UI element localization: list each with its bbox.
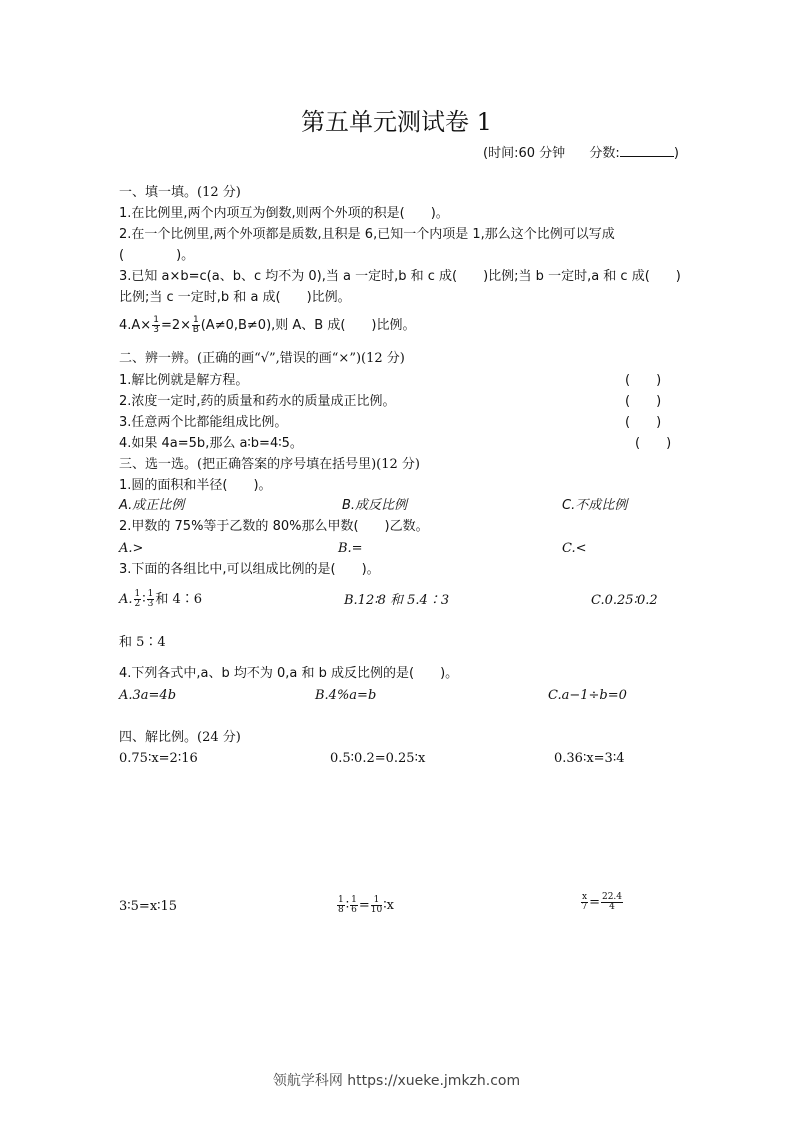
section-3-heading: 三、选一选。(把正确答案的序号填在括号里)(12 分): [119, 457, 420, 472]
page-title: 第五单元测试卷 1: [301, 108, 492, 136]
section-1-heading: 一、填一填。(12 分): [119, 185, 241, 200]
answer-paren: ( ): [635, 436, 672, 451]
option-letter: A.: [119, 592, 133, 607]
fraction: $\frac{1}{10}$: [370, 895, 383, 915]
equals-sign: =: [358, 898, 370, 913]
option-c: C.0.25∶0.2: [591, 593, 658, 608]
score-blank: [620, 146, 674, 157]
answer-paren: ( ): [625, 415, 662, 430]
equals-sign: =: [589, 895, 600, 910]
section-2-heading: 二、辨一辨。(正确的画“√”,错误的画“×”)(12 分): [119, 351, 405, 366]
meta-close: ): [673, 146, 679, 161]
fraction: $\frac{1}{3}$: [153, 315, 159, 335]
time-label: (时间:60 分钟: [483, 146, 566, 161]
equation-5: [336, 896, 394, 915]
s1-question-2-line1: 2.在一个比例里,两个外项都是质数,且积是 6,已知一个内项是 1,那么这个比例可以写成: [119, 227, 615, 242]
score-label: 分数:: [589, 146, 620, 161]
option-a: A.3a=4b: [119, 688, 177, 703]
exam-meta: [483, 146, 679, 160]
option-b: B.4%a=b: [315, 688, 377, 703]
option-a: A.成正比例: [119, 498, 185, 513]
equation-2: 0.5∶0.2=0.25∶x: [330, 751, 426, 766]
fraction: $\frac{22.4}{4}$: [601, 892, 623, 912]
s2-item-1: 1.解比例就是解方程。: [119, 373, 249, 388]
option-a: A.>: [119, 541, 144, 556]
s3-question-1: 1.圆的面积和半径( )。: [119, 478, 272, 493]
option-a: [119, 590, 202, 609]
s1-question-3-line2: 比例;当 c 一定时,b 和 a 成( )比例。: [119, 290, 351, 305]
equation-4: 3∶5=x∶15: [119, 899, 178, 914]
fraction: $\frac{x}{7}$: [581, 892, 588, 912]
q4-suffix: (A≠0,B≠0),则 A、B 成( )比例。: [200, 318, 416, 333]
s3-question-3: 3.下面的各组比中,可以组成比例的是( )。: [119, 562, 380, 577]
answer-paren: ( ): [625, 373, 662, 388]
s1-question-2-line2: ( )。: [119, 248, 195, 263]
fraction: $\frac{1}{8}$: [338, 895, 344, 915]
ratio-colon: ∶: [142, 592, 146, 607]
equation-3: 0.36∶x=3∶4: [554, 751, 625, 766]
option-c: C.不成比例: [562, 498, 628, 513]
section-4-heading: 四、解比例。(24 分): [119, 730, 241, 745]
equation-suffix: ∶x: [383, 898, 394, 913]
option-c-continued: 和 5∶4: [119, 635, 166, 650]
s3-question-4: 4.下列各式中,a、b 均不为 0,a 和 b 成反比例的是( )。: [119, 666, 459, 681]
footer-watermark: 领航学科网 https://xueke.jmkzh.com: [272, 1073, 521, 1089]
s2-item-3: 3.任意两个比都能组成比例。: [119, 415, 288, 430]
ratio-colon: ∶: [345, 898, 350, 913]
equation-1: 0.75∶x=2∶16: [119, 751, 198, 766]
q4-prefix: 4.A×: [119, 318, 152, 333]
equation-6: [580, 893, 624, 912]
fraction: $\frac{1}{B}$: [192, 315, 199, 335]
s1-question-4: [119, 316, 416, 335]
s1-question-1: 1.在比例里,两个内项互为倒数,则两个外项的积是( )。: [119, 206, 449, 221]
fraction: $\frac{1}{3}$: [147, 589, 154, 609]
q4-middle: =2×: [160, 318, 191, 333]
option-b: B.12∶8 和 5.4∶3: [344, 593, 450, 608]
fraction: $\frac{1}{6}$: [351, 895, 357, 915]
s2-item-4: 4.如果 4a=5b,那么 a∶b=4∶5。: [119, 436, 303, 451]
option-c: C.a−1÷b=0: [548, 688, 627, 703]
option-c: C.<: [562, 541, 587, 556]
s3-question-2: 2.甲数的 75%等于乙数的 80%那么甲数( )乙数。: [119, 519, 429, 534]
option-b: B.=: [338, 541, 363, 556]
option-b: B.成反比例: [342, 498, 408, 513]
s2-item-2: 2.浓度一定时,药的质量和药水的质量成正比例。: [119, 394, 396, 409]
s1-question-3-line1: 3.已知 a×b=c(a、b、c 均不为 0),当 a 一定时,b 和 c 成( )比例;当 b 一定时,a 和 c 成( ): [119, 269, 681, 284]
option-text: 和 4∶6: [155, 592, 203, 607]
answer-paren: ( ): [625, 394, 662, 409]
fraction: $\frac{1}{2}$: [134, 589, 141, 609]
